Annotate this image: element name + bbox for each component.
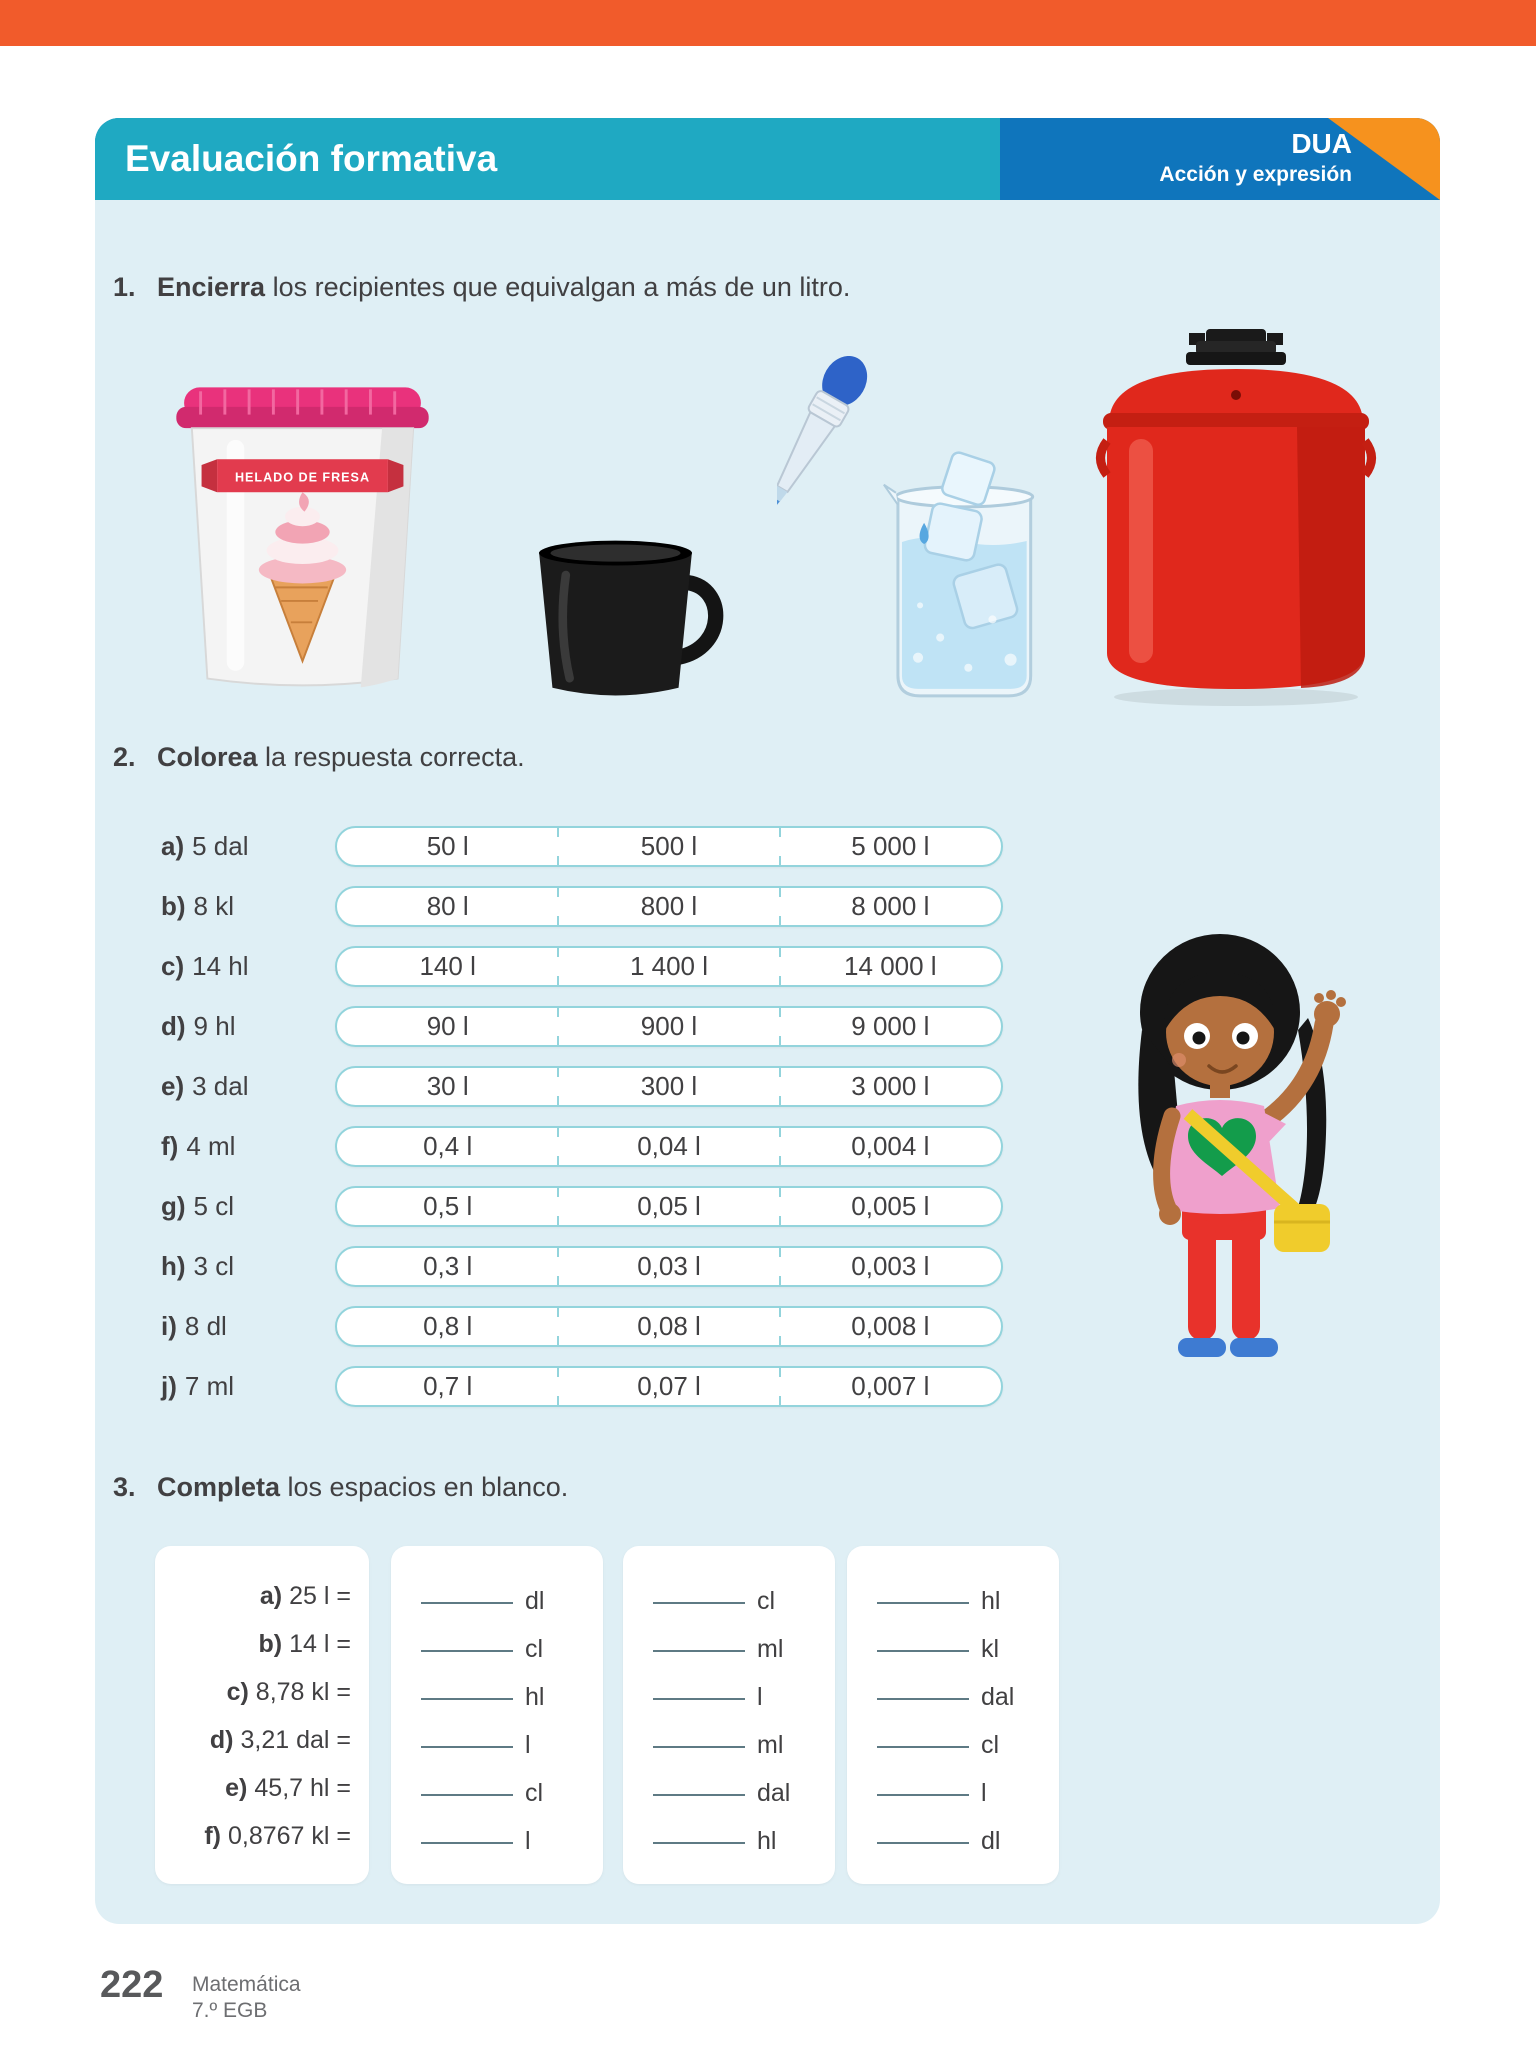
- exercise-1-number: 1.: [113, 272, 136, 302]
- expr-row: [155, 1668, 369, 1716]
- exercise-2-text: la respuesta correcta.: [257, 742, 525, 772]
- answer-option[interactable]: 0,008 l: [780, 1308, 1001, 1345]
- unit-label: cl: [525, 1779, 544, 1807]
- unit-row: [847, 1812, 1059, 1860]
- row-quantity: 3 cl: [193, 1250, 235, 1281]
- row-letter: f): [161, 1130, 179, 1161]
- answer-blank[interactable]: [877, 1842, 969, 1844]
- item-expr: 8,78 kl =: [255, 1677, 351, 1706]
- ex2-row-h: [95, 1236, 1105, 1296]
- dropper-beaker-graphic: [777, 356, 1039, 718]
- unit-label: ml: [757, 1635, 784, 1663]
- exercise-3-number: 3.: [113, 1472, 136, 1502]
- row-letter: c): [161, 950, 185, 981]
- ex2-row-b: [95, 876, 1105, 936]
- tub-label: HELADO DE FRESA: [234, 470, 371, 485]
- answer-option[interactable]: 500 l: [558, 828, 779, 865]
- unit-row: [391, 1716, 603, 1764]
- ex2-row-c: [95, 936, 1105, 996]
- exercise-1-heading: [113, 272, 850, 303]
- answer-option[interactable]: 0,4 l: [423, 1130, 473, 1161]
- exercise-2-rows: [95, 816, 1105, 1416]
- row-quantity: 14 hl: [192, 950, 249, 981]
- row-quantity: 8 kl: [193, 890, 235, 921]
- page-top-bar: [0, 0, 1536, 46]
- row-quantity: 8 dl: [184, 1310, 227, 1341]
- item-expr: 14 l =: [289, 1629, 351, 1658]
- unit-row: [391, 1572, 603, 1620]
- answer-blank[interactable]: [877, 1794, 969, 1796]
- answer-pill: [335, 1186, 1003, 1227]
- exercise-3-heading: [113, 1472, 568, 1503]
- answer-pill: [335, 1066, 1003, 1107]
- ex2-row-i: [95, 1296, 1105, 1356]
- unit-label: l: [525, 1827, 531, 1855]
- ice-cream-tub-graphic: [155, 368, 450, 698]
- answer-option[interactable]: 0,003 l: [780, 1248, 1001, 1285]
- answer-blank[interactable]: [653, 1698, 745, 1700]
- ex2-row-e: [95, 1056, 1105, 1116]
- unit-label: dl: [525, 1587, 545, 1615]
- unit-label: l: [757, 1683, 763, 1711]
- unit-row: [847, 1572, 1059, 1620]
- row-letter: h): [161, 1250, 186, 1281]
- row-letter: i): [161, 1310, 177, 1341]
- answer-blank[interactable]: [877, 1602, 969, 1604]
- answer-blank[interactable]: [653, 1602, 745, 1604]
- item-letter: c): [226, 1677, 249, 1706]
- exercise-3-text: los espacios en blanco.: [280, 1472, 569, 1502]
- ex3-units-box-3: [847, 1546, 1059, 1884]
- unit-label: cl: [757, 1587, 776, 1615]
- footer-grade: 7.º EGB: [192, 1999, 268, 2023]
- row-label: [161, 1011, 335, 1042]
- row-letter: a): [161, 830, 185, 861]
- answer-blank[interactable]: [421, 1698, 513, 1700]
- header-banner: [95, 118, 1440, 200]
- answer-option[interactable]: 0,03 l: [558, 1248, 779, 1285]
- exercise-2-number: 2.: [113, 742, 136, 772]
- answer-option[interactable]: 50 l: [426, 830, 469, 861]
- item-expr: 3,21 dal =: [240, 1725, 351, 1754]
- answer-option[interactable]: 0,07 l: [558, 1368, 779, 1405]
- ex3-units-box-1: [391, 1546, 603, 1884]
- worksheet-panel: [95, 118, 1440, 1924]
- answer-pill: [335, 1126, 1003, 1167]
- unit-row: [847, 1620, 1059, 1668]
- girl-illustration: [1070, 890, 1400, 1390]
- mug-graphic: [503, 533, 728, 705]
- section-title-banner: [95, 118, 1000, 200]
- unit-label: l: [981, 1779, 987, 1807]
- unit-label: l: [525, 1731, 531, 1759]
- unit-label: dl: [981, 1827, 1001, 1855]
- answer-option[interactable]: 0,05 l: [558, 1188, 779, 1225]
- unit-row: [847, 1716, 1059, 1764]
- row-label: [161, 1311, 335, 1342]
- answer-option[interactable]: 0,5 l: [423, 1190, 473, 1221]
- exercise-2-verb: Colorea: [157, 742, 258, 772]
- item-expr: 0,8767 kl =: [227, 1821, 351, 1850]
- item-letter: d): [209, 1725, 234, 1754]
- answer-option[interactable]: 800 l: [558, 888, 779, 925]
- expr-row: [155, 1572, 369, 1620]
- answer-blank[interactable]: [421, 1650, 513, 1652]
- exercise-2-heading: [113, 742, 525, 773]
- answer-option[interactable]: 140 l: [419, 950, 476, 981]
- answer-blank[interactable]: [653, 1650, 745, 1652]
- dropper-and-beaker[interactable]: [777, 356, 1039, 718]
- answer-option[interactable]: 0,007 l: [780, 1368, 1001, 1405]
- unit-label: cl: [981, 1731, 1000, 1759]
- ex2-row-g: [95, 1176, 1105, 1236]
- answer-option[interactable]: 0,08 l: [558, 1308, 779, 1345]
- answer-pill: [335, 826, 1003, 867]
- unit-row: [391, 1812, 603, 1860]
- row-quantity: 3 dal: [192, 1070, 249, 1101]
- unit-label: kl: [981, 1635, 1000, 1663]
- mug[interactable]: [503, 533, 728, 705]
- answer-blank[interactable]: [877, 1650, 969, 1652]
- item-letter: f): [204, 1821, 221, 1850]
- answer-blank[interactable]: [421, 1746, 513, 1748]
- answer-pill: [335, 1006, 1003, 1047]
- answer-option[interactable]: 9 000 l: [780, 1008, 1001, 1045]
- row-label: [161, 891, 335, 922]
- answer-blank[interactable]: [653, 1842, 745, 1844]
- ice-cream-container[interactable]: [155, 368, 450, 698]
- row-label: [161, 1071, 335, 1102]
- unit-row: [847, 1764, 1059, 1812]
- item-expr: 25 l =: [289, 1581, 351, 1610]
- unit-row: [623, 1668, 835, 1716]
- answer-option[interactable]: 0,04 l: [558, 1128, 779, 1165]
- row-quantity: 9 hl: [193, 1010, 236, 1041]
- answer-blank[interactable]: [421, 1602, 513, 1604]
- unit-row: [623, 1620, 835, 1668]
- dua-label: DUA: [1291, 128, 1352, 159]
- answer-blank[interactable]: [421, 1794, 513, 1796]
- unit-label: hl: [525, 1683, 545, 1711]
- dua-sublabel: Acción y expresión: [1159, 162, 1352, 186]
- answer-option[interactable]: 3 000 l: [780, 1068, 1001, 1105]
- water-tank-graphic: [1090, 323, 1382, 717]
- ex3-units-box-2: [623, 1546, 835, 1884]
- row-quantity: 5 cl: [193, 1190, 235, 1221]
- expr-row: [155, 1764, 369, 1812]
- row-label: [161, 951, 335, 982]
- answer-option[interactable]: 80 l: [426, 890, 469, 921]
- page-title: Evaluación formativa: [125, 138, 498, 179]
- row-quantity: 5 dal: [192, 830, 249, 861]
- dua-text-block: [1159, 127, 1352, 188]
- unit-label: ml: [757, 1731, 784, 1759]
- row-label: [161, 1371, 335, 1402]
- row-label: [161, 1131, 335, 1162]
- item-letter: e): [225, 1773, 248, 1802]
- answer-option[interactable]: 900 l: [558, 1008, 779, 1045]
- answer-option[interactable]: 0,3 l: [423, 1250, 473, 1281]
- expr-row: [155, 1716, 369, 1764]
- exercise-1-text: los recipientes que equivalgan a más de un litro.: [265, 272, 851, 302]
- unit-row: [623, 1812, 835, 1860]
- water-tank[interactable]: [1090, 323, 1382, 717]
- girl-graphic: [1070, 890, 1400, 1390]
- answer-option[interactable]: 300 l: [558, 1068, 779, 1105]
- answer-pill: [335, 1246, 1003, 1287]
- unit-label: cl: [525, 1635, 544, 1663]
- answer-option[interactable]: 90 l: [426, 1010, 469, 1041]
- ex3-expressions-box: [155, 1546, 369, 1884]
- item-letter: a): [259, 1581, 283, 1610]
- unit-label: hl: [981, 1587, 1001, 1615]
- answer-option[interactable]: 0,005 l: [780, 1188, 1001, 1225]
- row-label: [161, 1191, 335, 1222]
- page-number: 222: [100, 1964, 164, 2006]
- row-letter: e): [161, 1070, 185, 1101]
- row-letter: b): [161, 890, 186, 921]
- answer-blank[interactable]: [877, 1746, 969, 1748]
- expr-row: [155, 1620, 369, 1668]
- expr-row: [155, 1812, 369, 1860]
- row-letter: j): [161, 1370, 177, 1401]
- ex2-row-a: [95, 816, 1105, 876]
- row-label: [161, 1251, 335, 1282]
- answer-blank[interactable]: [421, 1842, 513, 1844]
- ex2-row-d: [95, 996, 1105, 1056]
- answer-option[interactable]: 0,004 l: [780, 1128, 1001, 1165]
- item-expr: 45,7 hl =: [254, 1773, 351, 1802]
- ex2-row-j: [95, 1356, 1105, 1416]
- answer-option[interactable]: 8 000 l: [780, 888, 1001, 925]
- unit-label: dal: [757, 1779, 791, 1807]
- answer-pill: [335, 946, 1003, 987]
- answer-blank[interactable]: [877, 1698, 969, 1700]
- unit-label: hl: [757, 1827, 777, 1855]
- answer-blank[interactable]: [653, 1746, 745, 1748]
- unit-row: [391, 1668, 603, 1716]
- unit-row: [847, 1668, 1059, 1716]
- answer-blank[interactable]: [653, 1794, 745, 1796]
- row-letter: g): [161, 1190, 186, 1221]
- answer-option[interactable]: 0,8 l: [423, 1310, 473, 1341]
- footer-subject: Matemática: [192, 1973, 301, 1996]
- row-quantity: 4 ml: [186, 1130, 236, 1161]
- answer-pill: [335, 1366, 1003, 1407]
- footer-subject-block: [192, 1972, 301, 2025]
- exercise-1-verb: Encierra: [157, 272, 266, 302]
- exercise-3-verb: Completa: [157, 1472, 281, 1502]
- answer-option[interactable]: 0,7 l: [423, 1370, 473, 1401]
- ex2-row-f: [95, 1116, 1105, 1176]
- unit-row: [391, 1620, 603, 1668]
- row-label: [161, 831, 335, 862]
- answer-option[interactable]: 30 l: [426, 1070, 469, 1101]
- row-letter: d): [161, 1010, 186, 1041]
- unit-row: [623, 1572, 835, 1620]
- unit-row: [623, 1764, 835, 1812]
- answer-pill: [335, 886, 1003, 927]
- row-quantity: 7 ml: [184, 1370, 235, 1401]
- unit-row: [391, 1764, 603, 1812]
- unit-label: dal: [981, 1683, 1015, 1711]
- answer-option[interactable]: 5 000 l: [780, 828, 1001, 865]
- answer-option[interactable]: 14 000 l: [780, 948, 1001, 985]
- unit-row: [623, 1716, 835, 1764]
- answer-option[interactable]: 1 400 l: [558, 948, 779, 985]
- item-letter: b): [258, 1629, 283, 1658]
- answer-pill: [335, 1306, 1003, 1347]
